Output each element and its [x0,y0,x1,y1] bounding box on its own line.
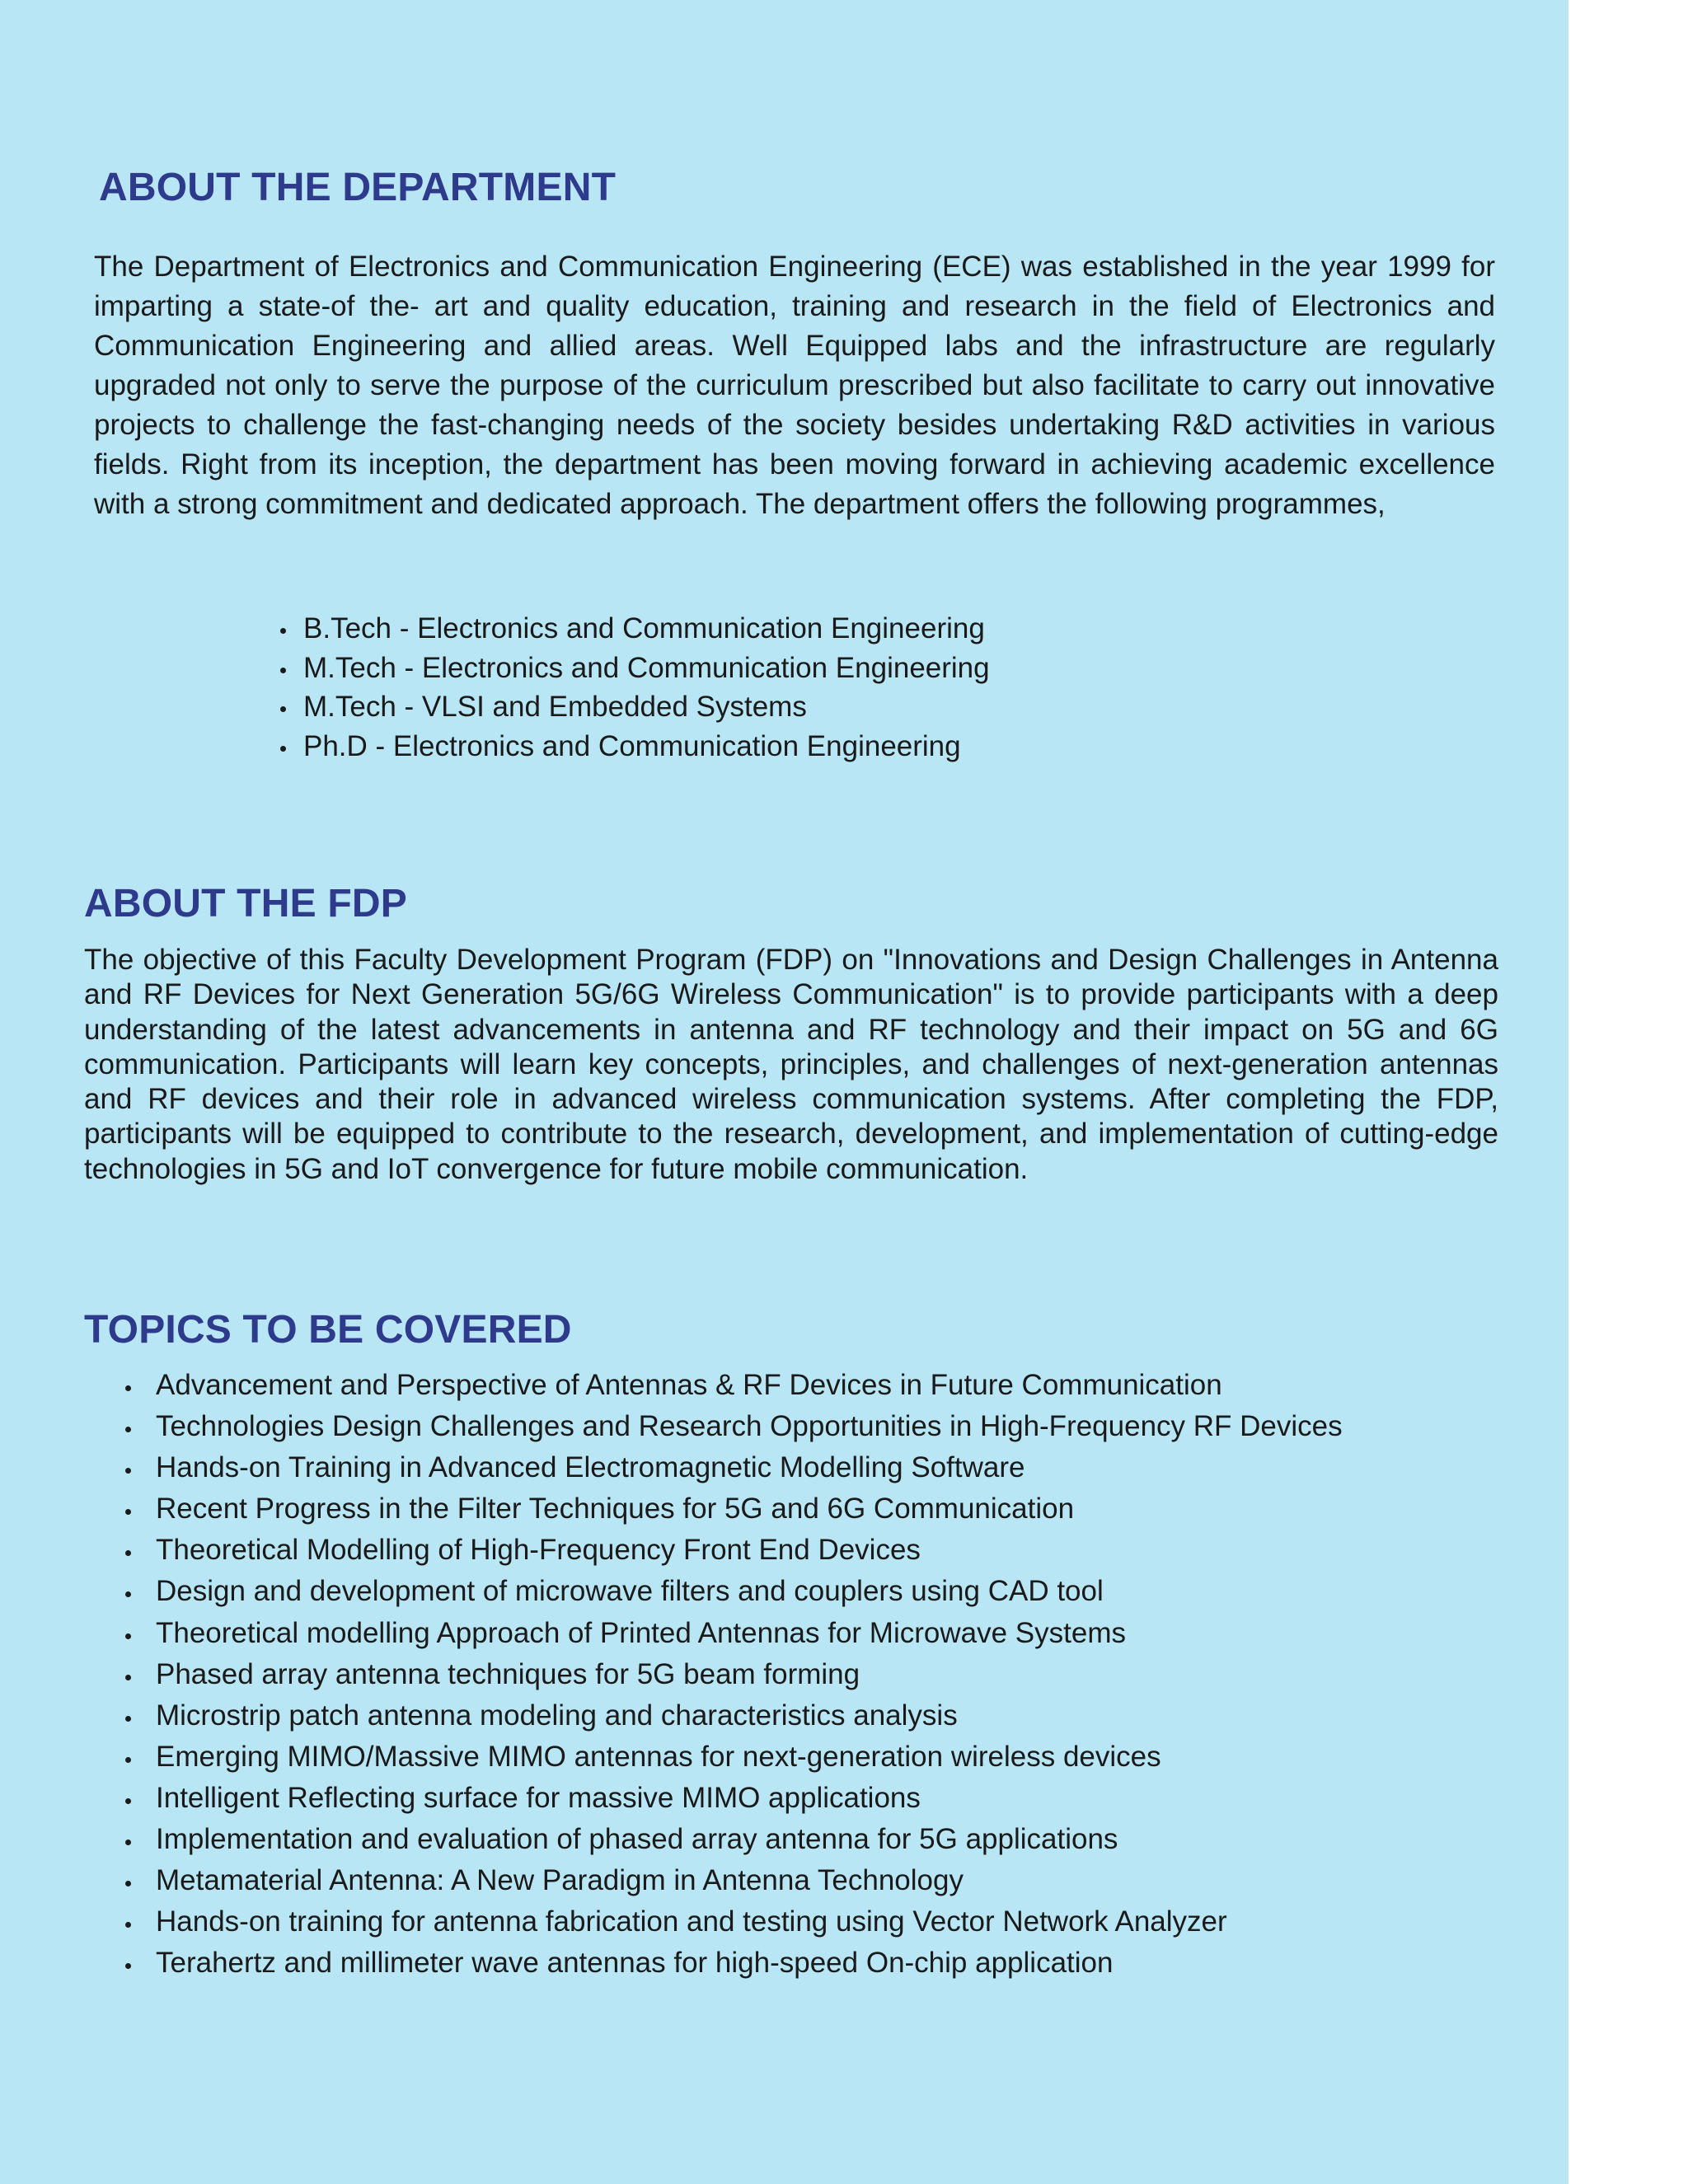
topics-heading: TOPICS TO BE COVERED [84,1308,572,1352]
about-fdp-paragraph: The objective of this Faculty Development Program (FDP) on "Innovations and Design Challenges in Antenna and RF Devices for Next Generation 5G/6G Wireless Communication" is to provide participants with a deep understanding of the latest advancements in antenna and RF technology and their impact on 5G and 6G communication. Participants will learn key concepts, principles, and challenges of next-generation antennas and RF devices and their role in advanced wireless communication systems. After completing the FDP, participants will be equipped to contribute to the research, development, and implementation of cutting-edge technologies in 5G and IoT convergence for future mobile communication. [84,944,1498,1185]
topic-item: Recent Progress in the Filter Techniques for 5G and 6G Communication [156,1488,1343,1530]
topic-item: Theoretical Modelling of High-Frequency Front End Devices [156,1530,1343,1571]
programme-item: M.Tech - Electronics and Communication Engineering [303,649,990,688]
topic-item: Hands-on Training in Advanced Electromagnetic Modelling Software [156,1447,1343,1488]
programme-item: B.Tech - Electronics and Communication Engineering [303,609,990,649]
topic-item: Terahertz and millimeter wave antennas for high-speed On-chip application [156,1943,1343,1984]
topic-item: Intelligent Reflecting surface for massive MIMO applications [156,1778,1343,1819]
topic-item: Theoretical modelling Approach of Printed Antennas for Microwave Systems [156,1613,1343,1654]
about-department-paragraph: The Department of Electronics and Communication Engineering (ECE) was established in the year 1999 for imparting a state-of the- art and quality education, training and research in the field of Electronics and Communication Engineering and allied areas. Well Equipped labs and the infrastructure are regularly upgraded not only to serve the purpose of the curriculum prescribed but also facilitate to carry out innovative projects to challenge the fast-changing needs of the society besides undertaking R&D activities in various fields. Right from its inception, the department has been moving forward in achieving academic excellence with a strong commitment and dedicated approach. The department offers the following programmes, [94,251,1495,520]
topic-item: Technologies Design Challenges and Research Opportunities in High-Frequency RF Devices [156,1406,1343,1447]
programme-item: Ph.D - Electronics and Communication Engineering [303,727,990,766]
topic-item: Advancement and Perspective of Antennas & RF Devices in Future Communication [156,1365,1343,1406]
topic-item: Microstrip patch antenna modeling and characteristics analysis [156,1695,1343,1736]
topic-item: Metamaterial Antenna: A New Paradigm in Antenna Technology [156,1860,1343,1901]
about-department-heading: ABOUT THE DEPARTMENT [99,166,617,209]
topic-item: Phased array antenna techniques for 5G beam forming [156,1654,1343,1695]
topic-item: Design and development of microwave filters and couplers using CAD tool [156,1571,1343,1612]
programme-item: M.Tech - VLSI and Embedded Systems [303,687,990,727]
topic-item: Implementation and evaluation of phased array antenna for 5G applications [156,1819,1343,1860]
about-fdp-heading: ABOUT THE FDP [84,882,407,926]
topics-list [156,1365,1343,1984]
topic-item: Emerging MIMO/Massive MIMO antennas for next-generation wireless devices [156,1736,1343,1778]
topic-item: Hands-on training for antenna fabrication and testing using Vector Network Analyzer [156,1901,1343,1943]
programmes-list [303,609,990,766]
